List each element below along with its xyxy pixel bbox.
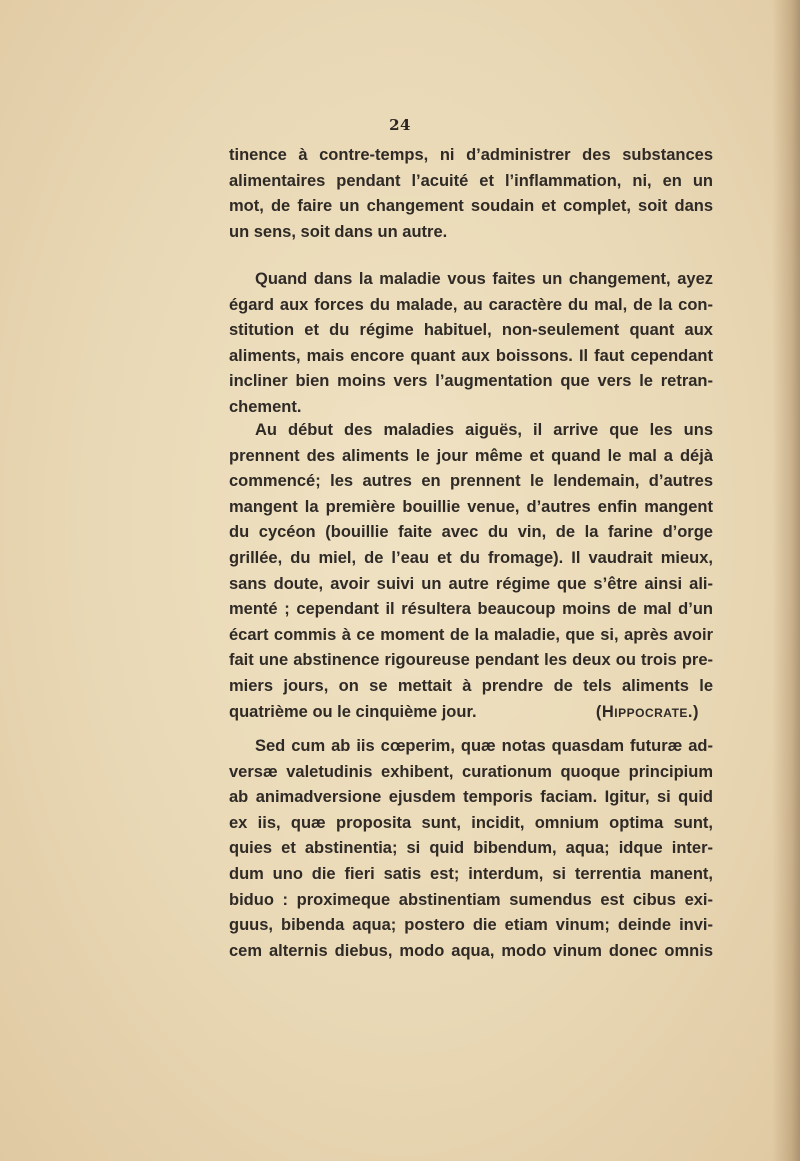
text-line: menté ; cependant il résultera beaucoup moins de mal d’un [229,600,713,619]
text-line: mot, de faire un changement soudain et complet, soit dans [229,197,713,216]
text-line: guus, bibenda aqua; postero die etiam vinum; deinde invi- [229,916,713,935]
text-line: incliner bien moins vers l’augmentation que vers le retran- [229,372,713,391]
text-line: du cycéon (bouillie faite avec du vin, de la farine d’orge [229,523,713,542]
text-line: quatrième ou le cinquième jour. [229,702,477,721]
text-line: ex iis, quæ proposita sunt, incidit, omnium optima sunt, [229,813,713,832]
text-line: sans doute, avoir suivi un autre régime que s’être ainsi ali- [229,574,713,593]
text-line: versæ valetudinis exhibent, curationum quoque principium [229,762,713,781]
text-line: aliments, mais encore quant aux boissons. Il faut cependant [229,346,713,365]
text-line: écart commis à ce moment de la maladie, que si, après avoir [229,625,713,644]
paragraph-continuation [229,143,713,245]
text-line: chement. [229,397,302,416]
text-line: miers jours, on se mettait à prendre de tels aliments le [229,676,713,695]
text-line: un sens, soit dans un autre. [229,222,448,241]
text-line: Quand dans la maladie vous faites un changement, ayez [255,270,713,288]
text-line: dum uno die fieri satis est; interdum, si terrentia manent, [229,864,713,883]
text-line: stitution et du régime habituel, non-seulement quant aux [229,321,713,340]
text-line: biduo : proximeque abstinentiam sumendus est cibus exi- [229,890,713,909]
paragraph-latin [229,734,713,964]
attribution: (Hippocrate.) [595,702,699,721]
text-line: ab animadversione ejusdem temporis faciam. Igitur, si quid [229,788,713,807]
text-line: mangent la première bouillie venue, d’autres enfin mangent [229,497,713,516]
page-number: 24 [389,116,411,134]
text-line: alimentaires pendant l’acuité et l’inflammation, ni, en un [229,171,713,190]
text-line: fait une abstinence rigoureuse pendant les deux ou trois pre- [229,651,713,670]
text-line: commencé; les autres en prennent le lendemain, d’autres [229,472,713,491]
text-line: Au début des maladies aiguës, il arrive que les uns [255,421,713,439]
page-edge-shadow [772,0,800,1161]
text-line: quies et abstinentia; si quid bibendum, aqua; idque inter- [229,839,713,858]
text-line: grillée, du miel, de l’eau et du fromage). Il vaudrait mieux, [229,548,713,567]
text-line: Sed cum ab iis cœperim, quæ notas quasdam futuræ ad- [255,737,713,755]
paragraph-maladies-aigues [229,418,713,725]
text-line: cem alternis diebus, modo aqua, modo vinum donec omnis [229,941,713,960]
text-line: prennent des aliments le jour même et quand le mal a déjà [229,446,713,465]
text-line: tinence à contre-temps, ni d’administrer des substances [229,146,713,164]
text-line-with-attribution [229,700,713,726]
paragraph-changement [229,267,713,421]
text-line: égard aux forces du malade, au caractère du mal, de la con- [229,295,713,314]
